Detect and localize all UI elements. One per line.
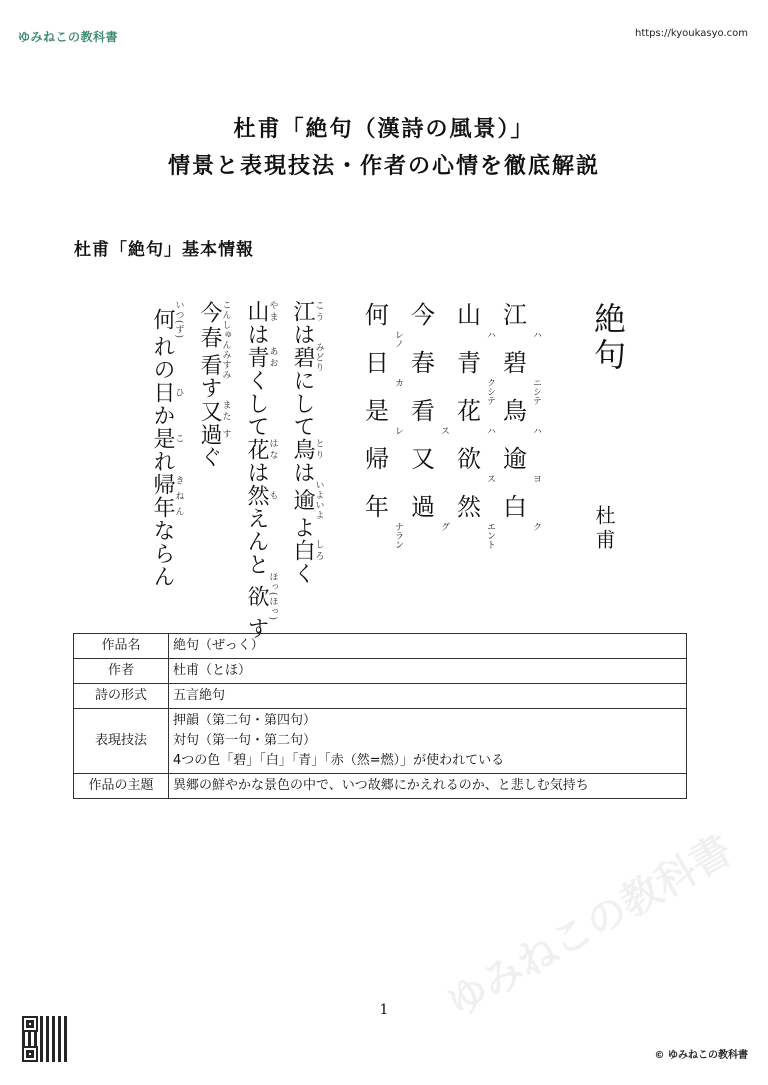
row-value — [169, 634, 687, 659]
kundoku-text-segment: す — [244, 617, 269, 641]
furigana: みどり — [313, 342, 324, 373]
ruby-word: 江こう — [290, 300, 324, 323]
ruby-word: 欲ほっ(ほっ) — [244, 572, 278, 622]
kanbun-char: 碧 — [503, 349, 527, 377]
kunten-kana: ハ — [531, 426, 541, 435]
ruby-word: 何いつ(ず) — [150, 300, 184, 340]
info-table — [73, 633, 687, 799]
value-line: 異郷の鮮やかな景色の中で、いつ故郷にかえれるのか、と悲しむ気持ち — [173, 778, 589, 793]
furigana: も — [267, 484, 278, 507]
kunten-kana: グ — [439, 522, 449, 531]
ruby-word: 過す — [197, 422, 231, 446]
furigana: とり — [313, 438, 324, 461]
kundoku-text-segment: ならん — [150, 519, 175, 589]
kanbun-char: 欲 — [457, 445, 481, 473]
furigana: こう — [313, 300, 324, 323]
kundoku-text-segment: か — [150, 404, 175, 428]
page-title-line2: 情景と表現技法・作者の心情を徹底解説 — [167, 154, 600, 179]
kundoku-text-segment: えんと — [244, 507, 269, 576]
furigana: しろ — [313, 539, 324, 562]
ruby-word: 鳥とり — [290, 438, 324, 461]
ruby-word: 日ひ — [150, 381, 184, 405]
kanbun-char: 然 — [457, 493, 481, 521]
furigana: す — [220, 422, 231, 446]
table-row — [74, 659, 687, 684]
kundoku-text-segment: は — [290, 461, 315, 484]
furigana: はな — [267, 438, 278, 461]
kanbun-char: 逾 — [503, 445, 527, 473]
kunten-kana: ナラン — [393, 522, 403, 549]
row-value — [169, 709, 687, 774]
ruby-word: 又また — [197, 399, 231, 423]
kundoku-line — [151, 300, 184, 588]
ruby-word: 碧みどり — [290, 342, 324, 373]
furigana: みすみ — [220, 350, 231, 380]
kanbun-char: 何 — [365, 301, 389, 329]
kanbun-char: 年 — [365, 493, 389, 521]
row-value — [169, 774, 687, 799]
ruby-word: 花はな — [244, 438, 278, 461]
kunten-kana: レノ — [393, 330, 403, 348]
ruby-word: 山やま — [244, 300, 278, 323]
value-line: 絶句（ぜっく） — [173, 638, 264, 653]
kundoku-line — [198, 300, 231, 469]
kunten-kana: ク — [531, 522, 541, 531]
kunten-kana: ニシテ — [531, 378, 541, 405]
value-line: 対句（第一句・第二句） — [173, 733, 317, 748]
row-label: 作品の主題 — [74, 774, 169, 799]
value-line: 杜甫（とほ） — [173, 663, 252, 678]
section-heading: 杜甫「絶句」基本情報 — [74, 240, 254, 260]
kanbun-char: 山 — [457, 301, 481, 329]
row-label: 作品名 — [74, 634, 169, 659]
kanbun-char: 鳥 — [503, 397, 527, 425]
page-title-line1: 杜甫「絶句（漢詩の風景）」 — [233, 117, 535, 142]
kunten-kana: ハ — [531, 330, 541, 339]
kanbun-char: 是 — [365, 397, 389, 425]
kundoku-text-segment: は — [290, 323, 315, 346]
row-value — [169, 684, 687, 709]
kundoku-text-segment: は — [244, 323, 269, 346]
kunten-kana: エント — [485, 522, 495, 549]
kanbun-char: 又 — [411, 445, 435, 473]
kundoku-line — [245, 300, 278, 640]
page-number: 1 — [379, 1002, 389, 1018]
site-logo[interactable]: ゆみねこの教科書 — [18, 30, 119, 44]
kundoku-text-segment: す — [197, 376, 222, 400]
kunten-kana: ス — [485, 474, 495, 483]
ruby-word: 然も — [244, 484, 278, 507]
copyright: © ゆみねこの教科書 — [654, 1050, 748, 1061]
kanbun-char: 江 — [503, 301, 527, 329]
kundoku-text-segment: れ — [150, 450, 175, 474]
kundoku-text-segment: く — [290, 562, 315, 585]
kunten-kana: クシテ — [485, 378, 495, 405]
furigana: きねん — [173, 473, 184, 520]
kunten-kana: ス — [439, 426, 449, 435]
furigana: ひ — [173, 381, 184, 405]
row-label: 詩の形式 — [74, 684, 169, 709]
value-line: 4つの色「碧」「白」「青」「赤（然=燃）」が使われている — [173, 753, 505, 768]
kanbun-char: 今 — [411, 301, 435, 329]
value-line: 押韻（第二句・第四句） — [173, 713, 317, 728]
kunten-kana: レ — [393, 426, 403, 435]
table-row — [74, 774, 687, 799]
kundoku-line — [291, 300, 324, 585]
kanbun-char: 青 — [457, 349, 481, 377]
value-line: 五言絶句 — [173, 688, 226, 703]
ruby-word: 白しろ — [290, 539, 324, 562]
kanbun-char: 春 — [411, 349, 435, 377]
kanbun-char: 看 — [411, 397, 435, 425]
row-value — [169, 659, 687, 684]
kunten-kana: ハ — [485, 330, 495, 339]
ruby-word: 帰年きねん — [150, 473, 184, 520]
ruby-word: 是こ — [150, 427, 184, 451]
kundoku-text-segment: よ — [290, 516, 315, 539]
ruby-word: 逾いよいよ — [290, 480, 324, 520]
kundoku-text-segment: ぐ — [197, 445, 222, 469]
poem-title: 絶句 — [589, 302, 627, 374]
kanbun-char: 日 — [365, 349, 389, 377]
furigana: また — [220, 399, 231, 423]
kanbun-char: 花 — [457, 397, 481, 425]
watermark — [435, 829, 725, 1031]
kunten-kana: ハ — [485, 426, 495, 435]
site-url[interactable]: https://kyoukasyo.com — [634, 28, 748, 39]
kanbun-char: 帰 — [365, 445, 389, 473]
furigana: やま — [267, 300, 278, 323]
furigana: こんしゅん — [220, 300, 231, 350]
poem-author: 杜甫 — [592, 505, 616, 553]
ruby-word: 青あお — [244, 346, 278, 369]
furigana: ほっ(ほっ) — [267, 572, 278, 622]
table-row — [74, 684, 687, 709]
kunten-kana: カ — [393, 378, 403, 387]
furigana: いよいよ — [313, 480, 324, 520]
furigana: あお — [267, 346, 278, 369]
kundoku-text-segment: れの — [150, 335, 175, 382]
furigana: こ — [173, 427, 184, 451]
table-row — [74, 634, 687, 659]
furigana: いつ(ず) — [173, 300, 184, 340]
row-label: 作者 — [74, 659, 169, 684]
kundoku-text-segment: くして — [244, 369, 269, 438]
row-label: 表現技法 — [74, 709, 169, 774]
ruby-word: 看みすみ — [197, 350, 231, 380]
ruby-word: 今春こんしゅん — [197, 300, 231, 350]
table-row — [74, 709, 687, 774]
kundoku-text-segment: は — [244, 461, 269, 484]
kanbun-char: 白 — [503, 493, 527, 521]
qr-code[interactable] — [22, 1016, 68, 1062]
kundoku-text-segment: にして — [290, 369, 315, 438]
kunten-kana: ヨ — [531, 474, 541, 483]
kanbun-char: 過 — [411, 493, 435, 521]
